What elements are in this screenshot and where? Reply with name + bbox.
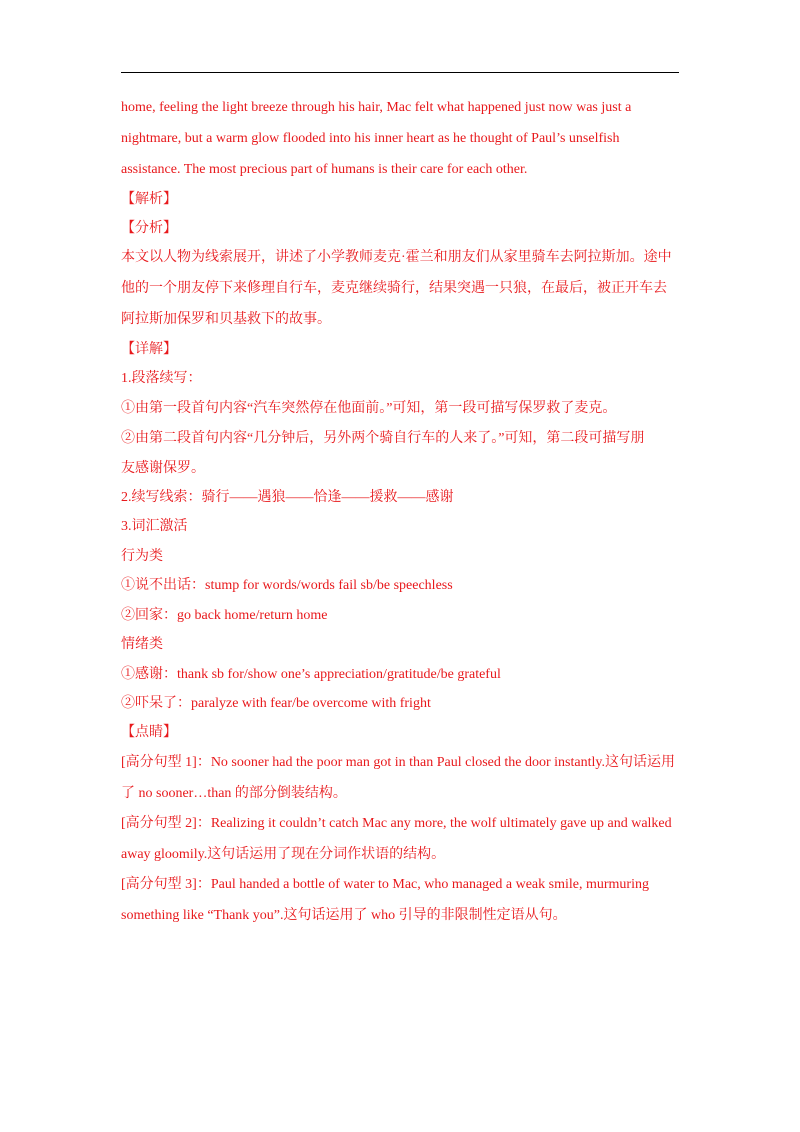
section-heading-dianjing: 【点睛】 [121, 725, 177, 740]
section-heading-analysis: 【解析】 [121, 192, 177, 207]
text-line: ②由第二段首句内容“几分钟后，另外两个骑自行车的人来了。”可知，第二段可描写朋 [121, 431, 645, 446]
text-line: home, feeling the light breeze through his hair, Mac felt what happened just now was just a [121, 100, 632, 115]
text-line: ②吓呆了：paralyze with fear/be overcome with fright [121, 696, 431, 711]
text-line: [高分句型 2]：Realizing it couldn’t catch Mac any more, the wolf ultimately gave up and walked [121, 816, 672, 831]
text-line: 了 no sooner…than 的部分倒装结构。 [121, 786, 347, 801]
text-line: 3.词汇激活 [121, 519, 188, 534]
text-line: 本文以人物为线索展开，讲述了小学教师麦克·霍兰和朋友们从家里骑车去阿拉斯加。途中 [121, 250, 672, 265]
text-line: nightmare, but a warm glow flooded into his inner heart as he thought of Paul’s unselfish [121, 131, 620, 146]
text-line: [高分句型 1]：No sooner had the poor man got in than Paul closed the door instantly.这句话运用 [121, 755, 675, 770]
section-heading-fenxi: 【分析】 [121, 221, 177, 236]
text-line: assistance. The most precious part of humans is their care for each other. [121, 162, 528, 177]
text-line: 2.续写线索：骑行——遇狼——恰逢——援救——感谢 [121, 490, 454, 505]
text-line: 他的一个朋友停下来修理自行车，麦克继续骑行，结果突遇一只狼，在最后，被正开车去 [121, 281, 667, 296]
text-line: 情绪类 [121, 637, 163, 652]
text-line: something like “Thank you”.这句话运用了 who 引导的非限制性定语从句。 [121, 908, 567, 923]
text-line: ①说不出话：stump for words/words fail sb/be speechless [121, 578, 453, 593]
header-rule [121, 72, 679, 73]
text-line: ①由第一段首句内容“汽车突然停在他面前。”可知，第一段可描写保罗救了麦克。 [121, 401, 617, 416]
text-line: ②回家：go back home/return home [121, 608, 328, 623]
text-line: 友感谢保罗。 [121, 461, 205, 476]
section-heading-detail: 【详解】 [121, 342, 177, 357]
text-line: [高分句型 3]：Paul handed a bottle of water to Mac, who managed a weak smile, murmuring [121, 877, 649, 892]
text-line: away gloomily.这句话运用了现在分词作状语的结构。 [121, 847, 446, 862]
text-line: ①感谢：thank sb for/show one’s appreciation/gratitude/be grateful [121, 667, 501, 682]
text-line: 阿拉斯加保罗和贝基救下的故事。 [121, 312, 331, 327]
text-line: 行为类 [121, 549, 163, 564]
text-line: 1.段落续写： [121, 371, 202, 386]
